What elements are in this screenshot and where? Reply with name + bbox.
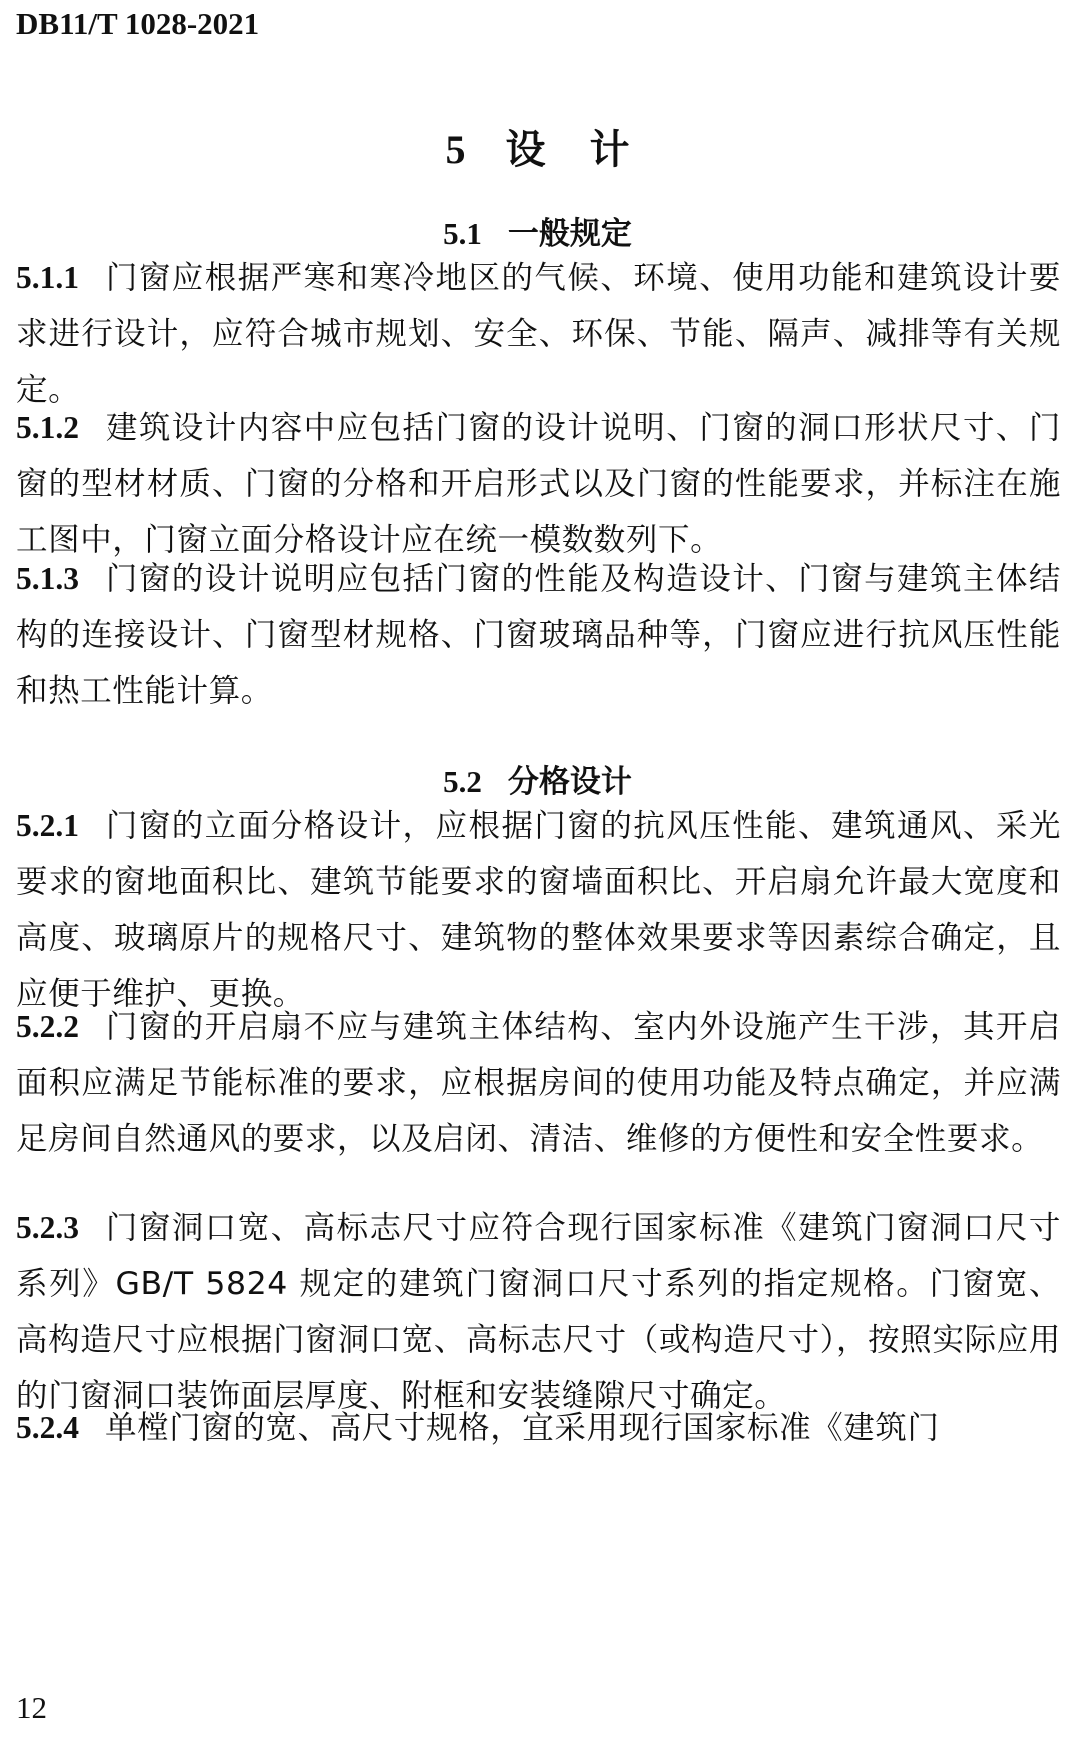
clause-5-2-1 <box>16 798 1061 1022</box>
clause-text: 门窗应根据严寒和寒冷地区的气候、环境、使用功能和建筑设计要求进行设计，应符合城市规划、安全、环保、节能、隔声、减排等有关规定。 <box>16 260 1061 408</box>
clause-text: 门窗的设计说明应包括门窗的性能及构造设计、门窗与建筑主体结构的连接设计、门窗型材规格、门窗玻璃品种等，门窗应进行抗风压性能和热工性能计算。 <box>16 561 1061 709</box>
page-number: 12 <box>16 1690 47 1725</box>
section-title-text: 一般规定 <box>507 216 632 252</box>
standard-code-header: DB11/T 1028-2021 <box>16 6 260 41</box>
clause-number: 5.1.3 <box>16 561 79 596</box>
chapter-title <box>0 118 1075 175</box>
clause-text: 门窗洞口宽、高标志尺寸应符合现行国家标准《建筑门窗洞口尺寸系列》GB/T 5824 规定的建筑门窗洞口尺寸系列的指定规格。门窗宽、高构造尺寸应根据门窗洞口宽、高标志尺寸（或构造尺寸），按照实际应用的门窗洞口装饰面层厚度、附框和安装缝隙尺寸确定。 <box>16 1210 1061 1414</box>
clause-number: 5.2.3 <box>16 1210 79 1245</box>
clause-number: 5.2.4 <box>16 1410 79 1445</box>
clause-5-2-3 <box>16 1200 1061 1424</box>
clause-number: 5.2.1 <box>16 808 79 843</box>
clause-text: 门窗的立面分格设计，应根据门窗的抗风压性能、建筑通风、采光要求的窗地面积比、建筑节能要求的窗墙面积比、开启扇允许最大宽度和高度、玻璃原片的规格尺寸、建筑物的整体效果要求等因素综合确定，且应便于维护、更换。 <box>16 808 1061 1012</box>
clause-5-2-2 <box>16 999 1061 1167</box>
section-title-5-2 <box>0 756 1075 801</box>
clause-5-2-4 <box>16 1400 1061 1456</box>
clause-5-1-3 <box>16 551 1061 719</box>
section-number: 5.2 <box>443 764 482 799</box>
clause-number: 5.1.2 <box>16 410 79 445</box>
clause-number: 5.2.2 <box>16 1009 79 1044</box>
section-title-text: 分格设计 <box>507 764 632 800</box>
clause-5-1-2 <box>16 400 1061 568</box>
clause-text: 单樘门窗的宽、高尺寸规格，宜采用现行国家标准《建筑门 <box>105 1410 940 1446</box>
clause-text: 建筑设计内容中应包括门窗的设计说明、门窗的洞口形状尺寸、门窗的型材材质、门窗的分格和开启形式以及门窗的性能要求，并标注在施工图中，门窗立面分格设计应在统一模数数列下。 <box>16 410 1061 558</box>
section-title-5-1 <box>0 208 1075 253</box>
clause-5-1-1 <box>16 250 1061 418</box>
clause-number: 5.1.1 <box>16 260 79 295</box>
clause-text: 门窗的开启扇不应与建筑主体结构、室内外设施产生干涉，其开启面积应满足节能标准的要求，应根据房间的使用功能及特点确定，并应满足房间自然通风的要求，以及启闭、清洁、维修的方便性和安全性要求。 <box>16 1009 1061 1157</box>
chapter-title-char: 设 <box>505 127 546 173</box>
chapter-title-char: 计 <box>589 127 630 173</box>
section-number: 5.1 <box>443 216 482 251</box>
chapter-number: 5 <box>445 127 466 172</box>
